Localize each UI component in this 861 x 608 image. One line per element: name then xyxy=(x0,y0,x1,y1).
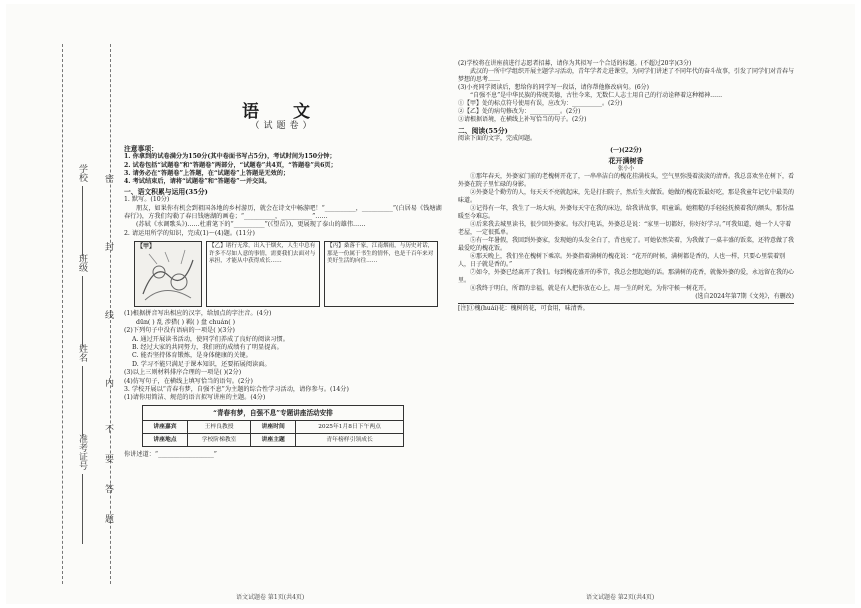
story-paragraph: ⑧我终于明白，所谓的幸福，就是有人把你放在心上，用一生的时光，为你守候一树花开。 xyxy=(470,285,711,292)
passage-text: “自强不息”是中华民族的传统美德，古往今来，无数仁人志士用自己的行动诠释着这种精神…… xyxy=(470,92,723,99)
story-paragraph: ④后来我去城里读书，很少回外婆家。每次打电话，外婆总是说：“家里一切都好，你好好学习。”可我知道，她一个人守着老屋，一定很孤单。 xyxy=(458,221,792,236)
material-tag: 【甲】 xyxy=(137,243,156,251)
reading-part: (一)(22分) xyxy=(610,147,642,154)
question-1: 1. 默写。(10分) xyxy=(124,196,170,204)
passage-intro: 武汉的一所中学组织开展主题学习活动，青年学者走进课堂，为同学们讲述了不同年代的奋斗故事，引发了同学们对青春与梦想的思考…… xyxy=(458,68,795,83)
story-note: [注]①槐(huái)花：槐树的花，可食用，味清香。 xyxy=(458,303,794,313)
illustration-image xyxy=(134,241,202,307)
seal-char: 密 xyxy=(103,174,113,185)
seal-char: 不 xyxy=(103,424,113,435)
story-paragraph: ②外婆是个勤劳的人，每天天不亮就起床，先是打扫院子，然后生火做饭。她做的槐花饭最好吃，那是我童年记忆中最美的味道。 xyxy=(458,189,795,204)
story-paragraph: ①那年春天，外婆家门前的老槐树开花了，一串串洁白的槐花挂满枝头，空气里弥漫着淡淡的清香。我总喜欢坐在树下，看外婆在院子里忙碌的身影。 xyxy=(458,173,795,188)
option-b: B. 经过大家的共同努力，我们班的成绩有了明显提高。 xyxy=(132,343,283,351)
story-author: 张小小 xyxy=(617,166,635,172)
school-field[interactable]: 学校 xyxy=(76,164,89,256)
table-caption: “青春有梦，自强不息”专题讲座活动安排 xyxy=(143,405,404,420)
question-1-text-2: (苏轼《水调歌头》)……杜甫笔下的“__________”(《望岳》)，更展现了泰山的雄伟…… xyxy=(136,221,366,229)
pinyin-line: dūn( ) 乱 涉猎( ) 羁( ) 盘 chuán( ) xyxy=(136,318,235,326)
sub-item: ③请根据语境，在横线上补写恰当的句子。(2分) xyxy=(458,116,587,123)
notice-heading: 注意事项： xyxy=(124,144,158,153)
seal-char: 内 xyxy=(103,378,113,389)
question-2-3: (3)以上三则材料排序合理的一项是( )(2分) xyxy=(124,369,242,377)
page-number-right: 语文试题卷 第2页(共4页) xyxy=(586,594,655,601)
notice-item: 1. 你拿到的试卷满分为150分(其中卷面书写占5分)，考试时间为150分钟； xyxy=(124,153,336,161)
seal-char: 要 xyxy=(103,454,113,465)
story-source: (选自2024年第7期《文苑》，有删改) xyxy=(695,293,794,300)
page-title: 语 文 xyxy=(242,102,324,122)
answer-line: 你讲述道：“__________________” xyxy=(124,450,217,458)
exam-number-field[interactable]: 准考证号 xyxy=(76,434,89,544)
lecture-schedule-table xyxy=(142,405,404,447)
table-row: 讲座嘉宾 王梓良教授 讲座时间 2025年1月8日下午两点 xyxy=(143,420,404,433)
story-paragraph: ⑤有一年暑假，我回到外婆家，发现她的头发全白了，背也驼了。可她依然笑着，为我做了一桌丰盛的饭菜，还特意做了我最爱吃的槐花饭。 xyxy=(458,237,795,252)
question-2-4: (4)仿写句子，在横线上填写恰当的语句。(2分) xyxy=(124,377,253,385)
question-3-1: (1)请你用简洁、规范的语言拟写讲座的主题。(4分) xyxy=(124,394,266,402)
material-row xyxy=(134,241,442,307)
reading-intro: 阅读下面的文字，完成问题。 xyxy=(458,135,537,142)
notice-item: 4. 考试结束后，请将“试题卷”和“答题卷”一并交回。 xyxy=(124,178,271,186)
section-heading: 二、阅读(55分) xyxy=(458,127,508,135)
notice-item: 2. 试卷包括“试题卷”和“答题卷”两部分，“试题卷”共4页，“答题卷”共6页； xyxy=(124,161,337,169)
story-paragraph: ⑦如今，外婆已经离开了我们。每到槐花盛开的季节，我总会想起她的话。那满树的花香，就像外婆的爱，永远留在我的心里。 xyxy=(458,269,795,284)
sub-item: ①【甲】处的标点符号使用有误，应改为：__________。(2分) xyxy=(458,100,623,107)
seal-char: 封 xyxy=(103,242,113,253)
class-field[interactable]: 班级 xyxy=(76,254,89,346)
page-number-left: 语文试题卷 第1页(共4页) xyxy=(236,594,305,601)
question-3-2: (2)学校将在讲座前进行志愿者招募，请你为其拟写一个合适的标题。(不超过20字)(3分) xyxy=(458,60,692,67)
table-row: 讲座地点 学校阶梯教室 讲座主题 青年榜样引领成长 xyxy=(143,433,404,446)
question-2-2: (2)下列句子中没有语病的一项是( )(3分) xyxy=(124,327,235,335)
seal-char: 答 xyxy=(103,484,113,495)
material-box-b: 【乙】诸行无常，出入于烟火，人生中总有许多不尽如人意的事情，需要我们去面对与承担，才能从中获得成长…… xyxy=(206,241,320,307)
page-subtitle: （试题卷） xyxy=(250,121,316,132)
right-page xyxy=(458,60,794,600)
sub-item: ②【乙】处的病句修改为：__________。(2分) xyxy=(458,108,581,115)
notice-item: 3. 请务必在“答题卷”上答题，在“试题卷”上答题是无效的； xyxy=(124,170,290,178)
cut-line xyxy=(62,44,63,584)
question-3-3: (3)小亮同学阅读后，想给你的同学写一段话，请你帮他修改病句。(6分) xyxy=(458,84,649,91)
exam-sheet xyxy=(6,4,855,604)
sketch-icon xyxy=(135,242,201,308)
binding-strip xyxy=(6,4,126,604)
question-2-1: (1)根据拼音写出相应的汉字，给加点的字注音。(4分) xyxy=(124,310,272,318)
question-3: 3. 学校开展以“青春有梦，自强不息”为主题的综合性学习活动，请你参与。(14分) xyxy=(124,385,349,393)
option-d: D. 学习不能只满足于课本知识，还要拓展阅读面。 xyxy=(132,360,271,368)
section-heading: 一、语文积累与运用(35分) xyxy=(124,187,208,196)
name-field[interactable]: 姓名 xyxy=(76,344,89,436)
question-1-text: 朋友，如果你有机会到祖国各地的乡村游历，就会在诗文中畅游吧！“__________，__________”(白居易《钱塘湖春行》)，方我们勾勒了春日钱塘湖的画卷；“__________，__________”…… xyxy=(124,204,442,221)
option-c: C. 能否坚持体育锻炼，是身体健康的关键。 xyxy=(132,352,252,360)
seal-char: 线 xyxy=(103,310,113,321)
question-2: 2. 请运用所学的知识，完成(1)～(4)题。(11分) xyxy=(124,229,255,237)
option-a: A. 通过开展读书活动，使同学们养成了良好的阅读习惯。 xyxy=(132,335,289,343)
story-paragraph: ⑥那天晚上，我们坐在槐树下乘凉。外婆指着满树的槐花说：“花开的时候，满树都是香的，人也一样，只要心里装着别人，日子就是香的。” xyxy=(458,253,786,268)
story-title: 花开满树香 xyxy=(608,156,644,165)
left-page xyxy=(124,10,442,600)
seal-char: 题 xyxy=(103,514,113,525)
material-box-c: 【丙】桑落千家，江南烟雨，与历史对话，那是一份属于书生的情怀，也是千百年来对美好生活的向往…… xyxy=(324,241,438,307)
story-paragraph: ③记得有一年，我生了一场大病，外婆每天守在我的床边，给我讲故事，唱童谣。她粗糙的手轻轻抚摸着我的额头，那份温暖至今难忘。 xyxy=(458,205,795,220)
